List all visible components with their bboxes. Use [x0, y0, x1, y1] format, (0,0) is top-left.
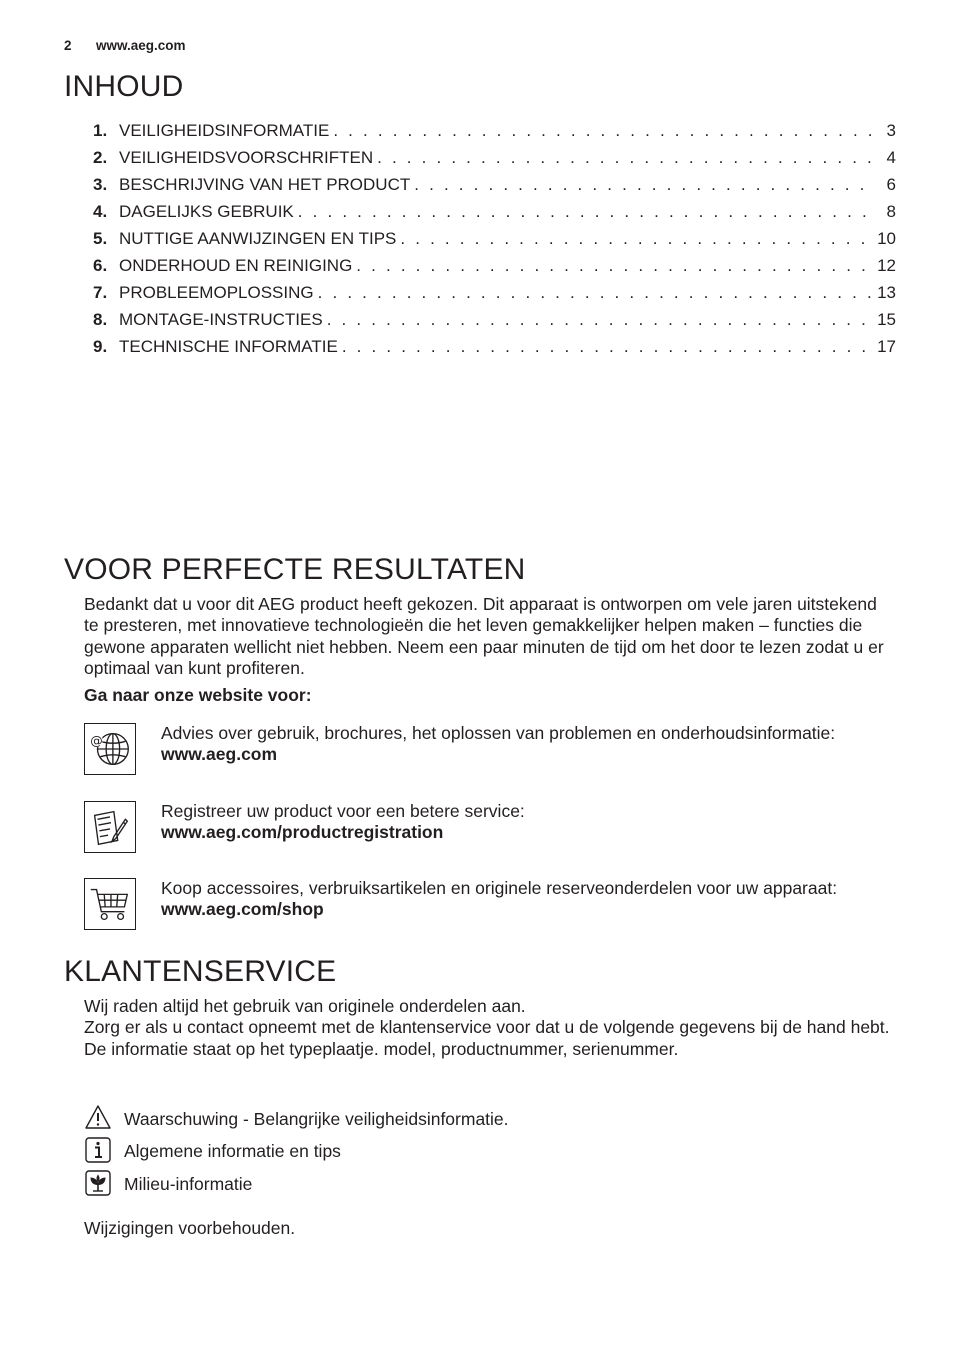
- shop-link[interactable]: www.aeg.com/shop: [161, 899, 324, 920]
- footer-note: Wijzigingen voorbehouden.: [84, 1218, 296, 1238]
- toc-title: ONDERHOUD EN REINIGING: [119, 256, 353, 275]
- toc-title: TECHNISCHE INFORMATIE: [119, 337, 338, 356]
- toc-entry[interactable]: [93, 229, 896, 256]
- service-line: Zorg er als u contact opneemt met de klantenservice voor dat u de volgende gegevens bij de hand hebt.: [84, 1017, 890, 1038]
- toc-title: MONTAGE-INSTRUCTIES: [119, 310, 323, 329]
- toc-title: VEILIGHEIDSVOORSCHRIFTEN: [119, 148, 374, 167]
- toc-entry[interactable]: [93, 175, 896, 202]
- toc-entry[interactable]: [93, 337, 896, 364]
- toc-entry[interactable]: [93, 283, 896, 310]
- service-line: De informatie staat op het typeplaatje. model, productnummer, serienummer.: [84, 1038, 679, 1059]
- toc-leader: [327, 310, 871, 330]
- legend-label: Waarschuwing - Belangrijke veiligheidsinformatie.: [124, 1109, 509, 1129]
- globe-icon: [84, 723, 136, 775]
- toc-number: 4.: [93, 202, 108, 221]
- legend-label: Milieu-informatie: [124, 1174, 253, 1194]
- website-item-text: Registreer uw product voor een betere service:: [161, 801, 525, 821]
- toc-title: PROBLEEMOPLOSSING: [119, 283, 314, 302]
- toc-page: 15: [877, 310, 896, 329]
- toc-page: 6: [886, 175, 896, 194]
- page-number: 2: [64, 38, 72, 53]
- website-item-text: Advies over gebruik, brochures, het oplossen van problemen en onderhoudsinformatie:: [161, 723, 836, 743]
- toc-number: 3.: [93, 175, 108, 194]
- toc-title: VEILIGHEIDSINFORMATIE: [119, 121, 330, 140]
- toc-number: 9.: [93, 337, 108, 356]
- toc-heading: INHOUD: [64, 70, 184, 103]
- toc-page: 4: [886, 148, 896, 167]
- page-header: [64, 38, 186, 53]
- toc-entry[interactable]: [93, 310, 896, 337]
- toc-entry[interactable]: [93, 256, 896, 283]
- toc-leader: [414, 175, 876, 195]
- environment-icon: [84, 1169, 112, 1197]
- toc-title: BESCHRIJVING VAN HET PRODUCT: [119, 175, 411, 194]
- warning-icon: [84, 1104, 112, 1132]
- toc-page: 17: [877, 337, 896, 356]
- header-website: www.aeg.com: [96, 38, 186, 53]
- toc-page: 13: [877, 283, 896, 302]
- svg-text:@: @: [90, 733, 103, 749]
- toc-entry[interactable]: [93, 121, 896, 148]
- legend-label: Algemene informatie en tips: [124, 1141, 341, 1161]
- toc-leader: [298, 202, 876, 222]
- toc-number: 8.: [93, 310, 108, 329]
- toc-entry[interactable]: [93, 148, 896, 175]
- toc-number: 7.: [93, 283, 108, 302]
- service-text: [84, 996, 894, 1060]
- info-icon: [84, 1136, 112, 1164]
- toc-number: 6.: [93, 256, 108, 275]
- toc-page: 3: [886, 121, 896, 140]
- support-link[interactable]: www.aeg.com: [161, 744, 278, 765]
- toc-number: 2.: [93, 148, 108, 167]
- toc-number: 5.: [93, 229, 108, 248]
- intro-paragraph: Bedankt dat u voor dit AEG product heeft gekozen. Dit apparaat is ontworpen om vele jaren uitstekend te presteren, met innovatieve technologieën die het leven gemakkelijker helpen maken – functies die gewone apparaten wellicht niet hebben. Neem een paar minuten de tijd om het door te lezen zodat u er optimaal van kunt profiteren.: [84, 594, 884, 678]
- registration-link[interactable]: www.aeg.com/productregistration: [161, 822, 444, 843]
- service-heading: KLANTENSERVICE: [64, 955, 337, 988]
- website-heading: Ga naar onze website voor:: [84, 685, 312, 705]
- toc-leader: [342, 337, 871, 357]
- toc-leader: [400, 229, 871, 249]
- service-line: Wij raden altijd het gebruik van originele onderdelen aan.: [84, 996, 526, 1016]
- toc-title: NUTTIGE AANWIJZINGEN EN TIPS: [119, 229, 397, 248]
- table-of-contents: [93, 121, 896, 364]
- toc-title: DAGELIJKS GEBRUIK: [119, 202, 294, 221]
- website-item-text: Koop accessoires, verbruiksartikelen en originele reserveonderdelen voor uw apparaat:: [161, 878, 838, 898]
- toc-leader: [333, 121, 876, 141]
- registration-icon: [84, 801, 136, 853]
- toc-page: 8: [886, 202, 896, 221]
- toc-leader: [356, 256, 871, 276]
- toc-number: 1.: [93, 121, 108, 140]
- toc-leader: [318, 283, 871, 303]
- toc-page: 12: [877, 256, 896, 275]
- results-heading: VOOR PERFECTE RESULTATEN: [64, 553, 526, 586]
- shopping-cart-icon: [84, 878, 136, 930]
- toc-entry[interactable]: [93, 202, 896, 229]
- toc-page: 10: [877, 229, 896, 248]
- toc-leader: [377, 148, 876, 168]
